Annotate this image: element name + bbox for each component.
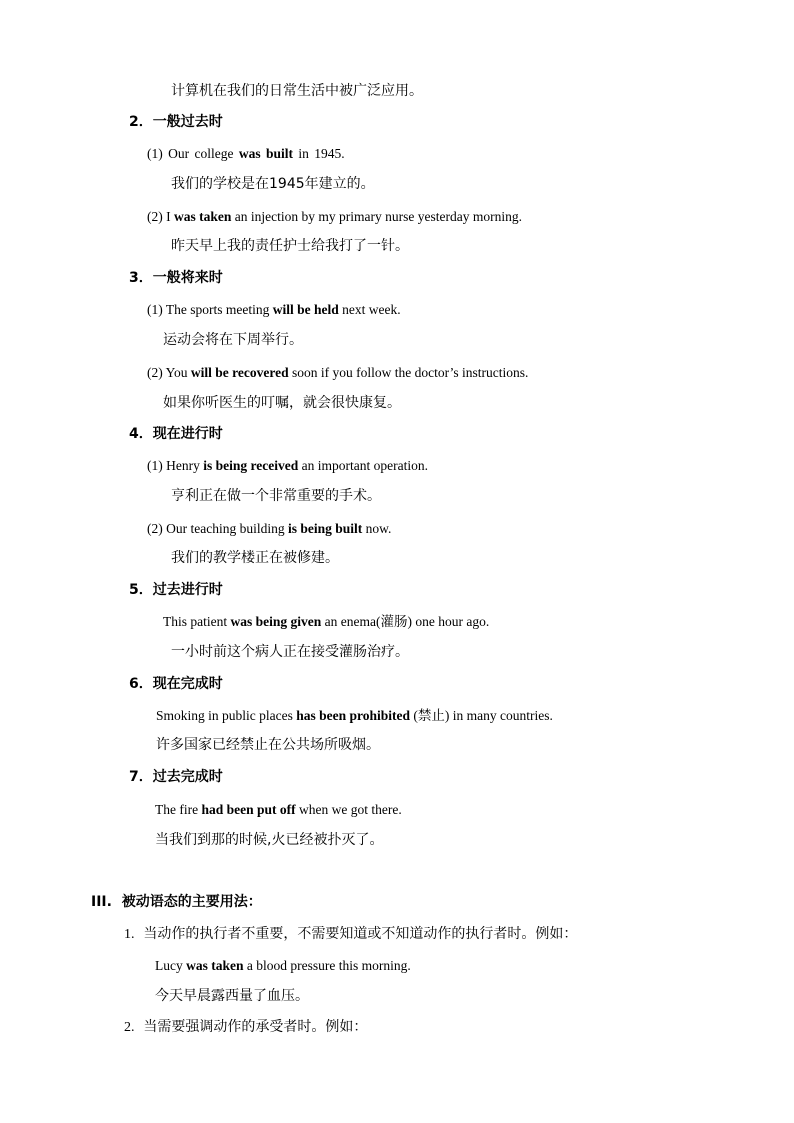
example-6-1: Smoking in public places has been prohibited (禁止) in many countries.: [156, 708, 553, 723]
intro-translation: 计算机在我们的日常生活中被广泛应用。: [171, 83, 423, 99]
example-2-1: (1) Our college was built in 1945.: [147, 146, 345, 161]
usage-item-2: 2. 当需要强调动作的承受者时。例如：: [124, 1019, 368, 1035]
usage-translation-1: 今天早晨露西量了血压。: [155, 988, 309, 1004]
example-5-1: This patient was being given an enema(灌肠) one hour ago.: [163, 614, 490, 629]
heading-passive-usage: III. 被动语态的主要用法：: [91, 894, 262, 910]
translation-4-2: 我们的教学楼正在被修建。: [171, 550, 339, 566]
example-4-1: (1) Henry is being received an important operation.: [147, 458, 428, 473]
heading-present-perfect: 6．现在完成时: [129, 676, 223, 692]
example-3-2: (2) You will be recovered soon if you follow the doctor’s instructions.: [147, 365, 529, 380]
example-3-1: (1) The sports meeting will be held next week.: [147, 302, 401, 317]
heading-past-continuous: 5．过去进行时: [129, 582, 223, 598]
translation-2-2: 昨天早上我的责任护士给我打了一针。: [171, 238, 409, 254]
translation-6-1: 许多国家已经禁止在公共场所吸烟。: [156, 737, 380, 753]
translation-5-1: 一小时前这个病人正在接受灌肠治疗。: [171, 644, 409, 660]
heading-past-perfect: 7．过去完成时: [129, 769, 223, 785]
heading-present-continuous: 4．现在进行时: [129, 426, 223, 442]
translation-4-1: 亨利正在做一个非常重要的手术。: [171, 488, 381, 504]
example-7-1: The fire had been put off when we got there.: [155, 802, 402, 817]
usage-item-1: 1. 当动作的执行者不重要，不需要知道或不知道动作的执行者时。例如：: [124, 926, 578, 942]
example-2-2: (2) I was taken an injection by my primary nurse yesterday morning.: [147, 209, 522, 224]
translation-3-1: 运动会将在下周举行。: [163, 332, 303, 348]
heading-simple-future: 3．一般将来时: [129, 270, 223, 286]
example-4-2: (2) Our teaching building is being built now.: [147, 521, 392, 536]
usage-example-1: Lucy was taken a blood pressure this morning.: [155, 958, 411, 973]
translation-3-2: 如果你听医生的叮嘱，就会很快康复。: [163, 395, 401, 411]
heading-simple-past: 2．一般过去时: [129, 114, 223, 130]
translation-2-1: 我们的学校是在1945年建立的。: [171, 176, 375, 192]
translation-7-1: 当我们到那的时候,火已经被扑灭了。: [155, 832, 384, 848]
